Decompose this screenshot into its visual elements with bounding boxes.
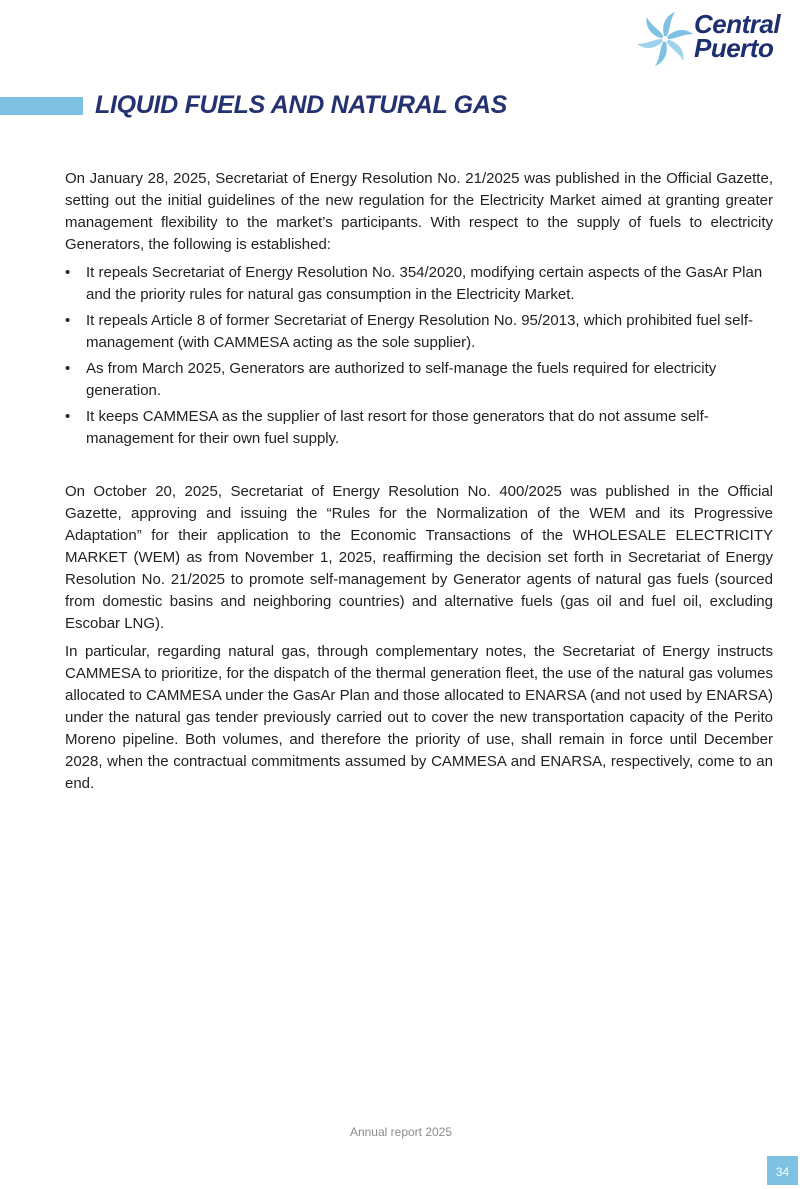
title-accent-bar	[0, 97, 83, 115]
bullet-symbol: •	[65, 360, 71, 377]
bullet-symbol: •	[65, 312, 71, 329]
bullet-symbol: •	[65, 408, 71, 425]
brand-name	[694, 9, 781, 63]
bullet-item	[65, 262, 773, 306]
paragraph-intro: On January 28, 2025, Secretariat of Energy Resolution No. 21/2025 was published in the Official Gazette, setting out the initial guidelines of the new regulation for the Electricity Market aimed at granting greater management flexibility to the market’s participants. With respect to the supply of fuels to electricity Generators, the following is established:	[65, 170, 773, 253]
bullet-text: As from March 2025, Generators are authorized to self-manage the fuels required for electricity generation.	[86, 360, 717, 399]
bullet-item	[65, 358, 773, 402]
bullet-item	[65, 406, 773, 450]
brand-name-line2: Puerto	[694, 33, 774, 63]
bullet-item	[65, 310, 773, 354]
bullet-text: It keeps CAMMESA as the supplier of last resort for those generators that do not assume self-management for their own fuel supply.	[86, 408, 709, 447]
brand-name-line1: Central	[694, 9, 781, 39]
section-title: LIQUID FUELS AND NATURAL GAS	[95, 91, 507, 119]
document-body	[65, 168, 773, 801]
page-number-badge: 34	[767, 1156, 798, 1185]
paragraph-natural-gas: In particular, regarding natural gas, through complementary notes, the Secretariat of Energy instructs CAMMESA to prioritize, for the dispatch of the thermal generation fleet, the use of the natural gas volumes allocated to CAMMESA under the GasAr Plan and those allocated to ENARSA (and not used by ENARSA) under the natural gas tender previously carried out to cover the new transportation capacity of the Perito Moreno pipeline. Both volumes, and therefore the priority of use, shall remain in force until December 2028, when the contractual commitments assumed by CAMMESA and ENARSA, respectively, come to an end.	[65, 643, 773, 792]
pinwheel-logo-icon	[638, 8, 694, 70]
bullet-list	[65, 262, 773, 450]
bullet-symbol: •	[65, 264, 71, 281]
paragraph-resolution-400: On October 20, 2025, Secretariat of Energy Resolution No. 400/2025 was published in the Official Gazette, approving and issuing the “Rules for the Normalization of the WEM and its Progressive Adaptation” for their application to the Economic Transactions of the WHOLESALE ELECTRICITY MARKET (WEM) as from November 1, 2025, reaffirming the decision set forth in Secretariat of Energy Resolution No. 21/2025 to promote self-management by Generator agents of natural gas fuels (sourced from domestic basins and neighboring countries) and alternative fuels (gas oil and fuel oil, excluding Escobar LNG).	[65, 483, 773, 632]
footer-report-label: Annual report 2025	[349, 1125, 453, 1139]
bullet-text: It repeals Secretariat of Energy Resolution No. 354/2020, modifying certain aspects of the GasAr Plan and the priority rules for natural gas consumption in the Electricity Market.	[86, 264, 763, 303]
brand-logo	[638, 8, 802, 70]
bullet-text: It repeals Article 8 of former Secretariat of Energy Resolution No. 95/2013, which prohibited fuel self-management (with CAMMESA acting as the sole supplier).	[86, 312, 754, 351]
